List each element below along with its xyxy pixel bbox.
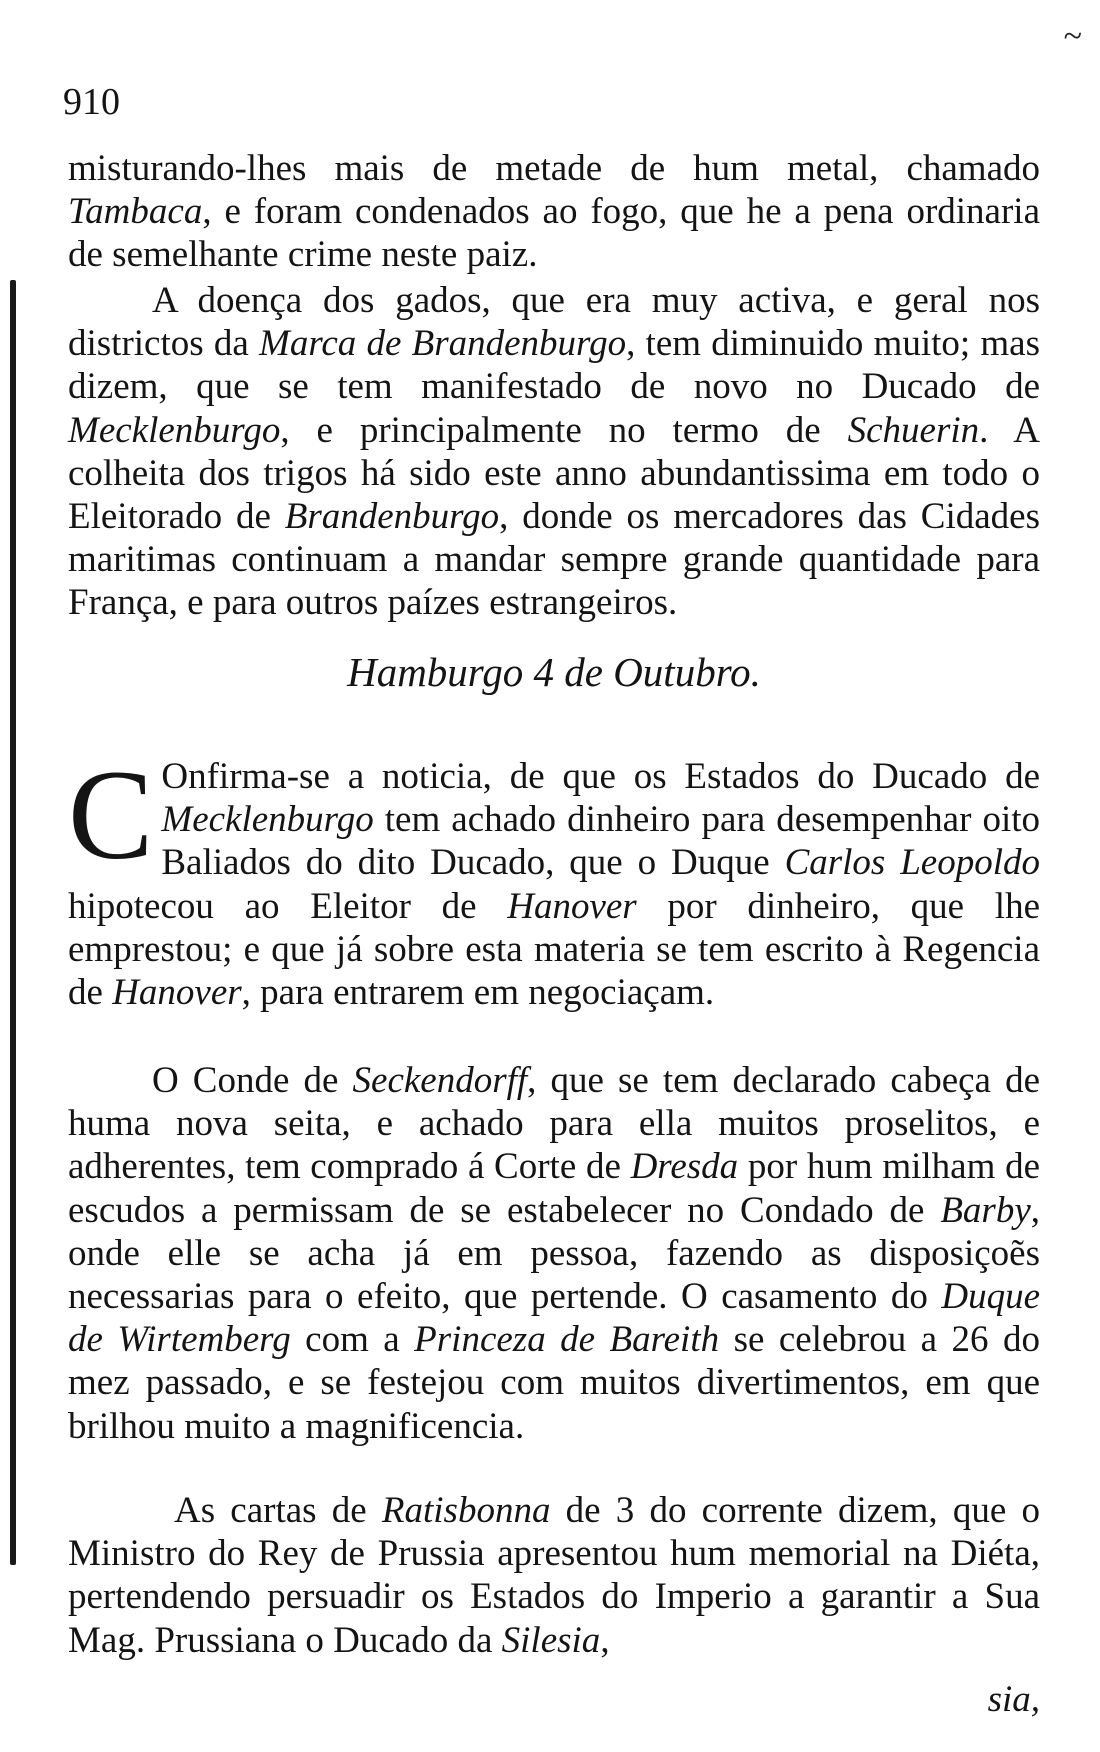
- italic-run: Dresda: [630, 1146, 739, 1188]
- text-run: As cartas de: [174, 1490, 382, 1531]
- text-run: , donde os mercadores das Cidades maritimas continuam a mandar sempre grande quantidade para França, e para outros paízes estrangeiros.: [68, 496, 1040, 624]
- italic-run: Schuerin: [847, 409, 980, 451]
- text-run: , e foram condenados ao fogo, que he a pena ordinaria de semelhante crime neste paiz.: [68, 191, 1040, 276]
- text-run: se celebrou a 26 do mez passado, e se festejou com muitos divertimentos, em que brilhou muito a magnificencia.: [68, 1319, 1040, 1447]
- italic-run: Mecklenburgo: [161, 799, 374, 841]
- text-run: , para entrarem em negociaçam.: [241, 972, 715, 1014]
- text-run: Onfirma-se a noticia, de que os Estados do Ducado de: [161, 756, 1040, 797]
- italic-run: Brandenburgo: [284, 496, 500, 538]
- text-run: de 3 do corrente dizem, que o Ministro do Rey de Prussia apresentou hum memorial na Diéta, pertendendo persuadir os Estados do Imperio a garantir a Sua Mag. Prussiana o Ducado da: [68, 1490, 1040, 1661]
- text-run: por dinheiro, que lhe emprestou; e que já sobre esta materia se tem escrito à Regencia de: [68, 885, 1040, 1014]
- italic-run: Mecklenburgo: [68, 409, 281, 451]
- catchword: sia,: [987, 1679, 1040, 1720]
- italic-run: Silesia: [501, 1619, 601, 1661]
- paragraph-3: [68, 744, 1040, 1014]
- text-run: , que se tem declarado cabeça de huma nova seita, e achado para ella muitos proselitos, e adherentes, tem comprado á Corte de: [68, 1060, 1040, 1188]
- italic-run: Hanover: [507, 885, 637, 927]
- section-heading: Hamburgo 4 de Outubro.: [347, 649, 761, 695]
- text-run: por hum milham de escudos a permissam de se estabelecer no Condado de: [68, 1146, 1040, 1231]
- italic-run: Hanover: [112, 972, 242, 1014]
- paragraph-5: [68, 1489, 1040, 1662]
- italic-run: Tambaca: [68, 191, 203, 233]
- italic-run: Barby: [940, 1189, 1031, 1231]
- italic-run: Carlos Leopoldo: [784, 842, 1040, 884]
- text-run: ,: [600, 1619, 610, 1661]
- text-run: , e principalmente no termo de: [280, 409, 848, 451]
- italic-run: Princeza de Bareith: [414, 1319, 720, 1361]
- italic-run: Marca de Brandenburgo: [259, 323, 627, 365]
- text-run: hipotecou ao Eleitor de: [68, 885, 508, 927]
- italic-run: Seckendorff: [352, 1060, 528, 1101]
- italic-run: Duque de Wirtemberg: [68, 1276, 1040, 1361]
- paragraph-4: [68, 1059, 1040, 1448]
- text-run: O Conde de: [152, 1060, 353, 1101]
- text-run: , tem diminuido muito; mas dizem, que se tem manifestado de novo no Ducado de: [68, 323, 1040, 408]
- text-run: tem achado dinheiro para desempenhar oito Baliados do dito Ducado, que o Duque: [161, 799, 1040, 884]
- page-edge-shadow: [10, 280, 16, 1565]
- text-run: misturando-lhes mais de metade de hum metal, chamado: [68, 148, 1040, 189]
- corner-mark: ~: [1063, 18, 1082, 55]
- text-run: com a: [290, 1319, 415, 1361]
- text-run: . A colheita dos trigos há sido este anno abundantissima em todo o Eleitorado de: [68, 409, 1040, 538]
- drop-cap: C: [68, 744, 154, 886]
- text-run: A doença dos gados, que era muy activa, e geral nos districtos da: [68, 280, 1040, 365]
- paragraph-2: [68, 279, 1040, 625]
- paragraph-3-body: [68, 744, 1040, 1014]
- text-run: , onde elle se acha já em pessoa, fazendo as disposiçoẽs necessarias para o efeito, que pertende. O casamento do: [68, 1189, 1040, 1318]
- italic-run: Ratisbonna: [381, 1490, 551, 1531]
- page-number: 910: [63, 81, 120, 123]
- paragraph-1: [68, 147, 1040, 277]
